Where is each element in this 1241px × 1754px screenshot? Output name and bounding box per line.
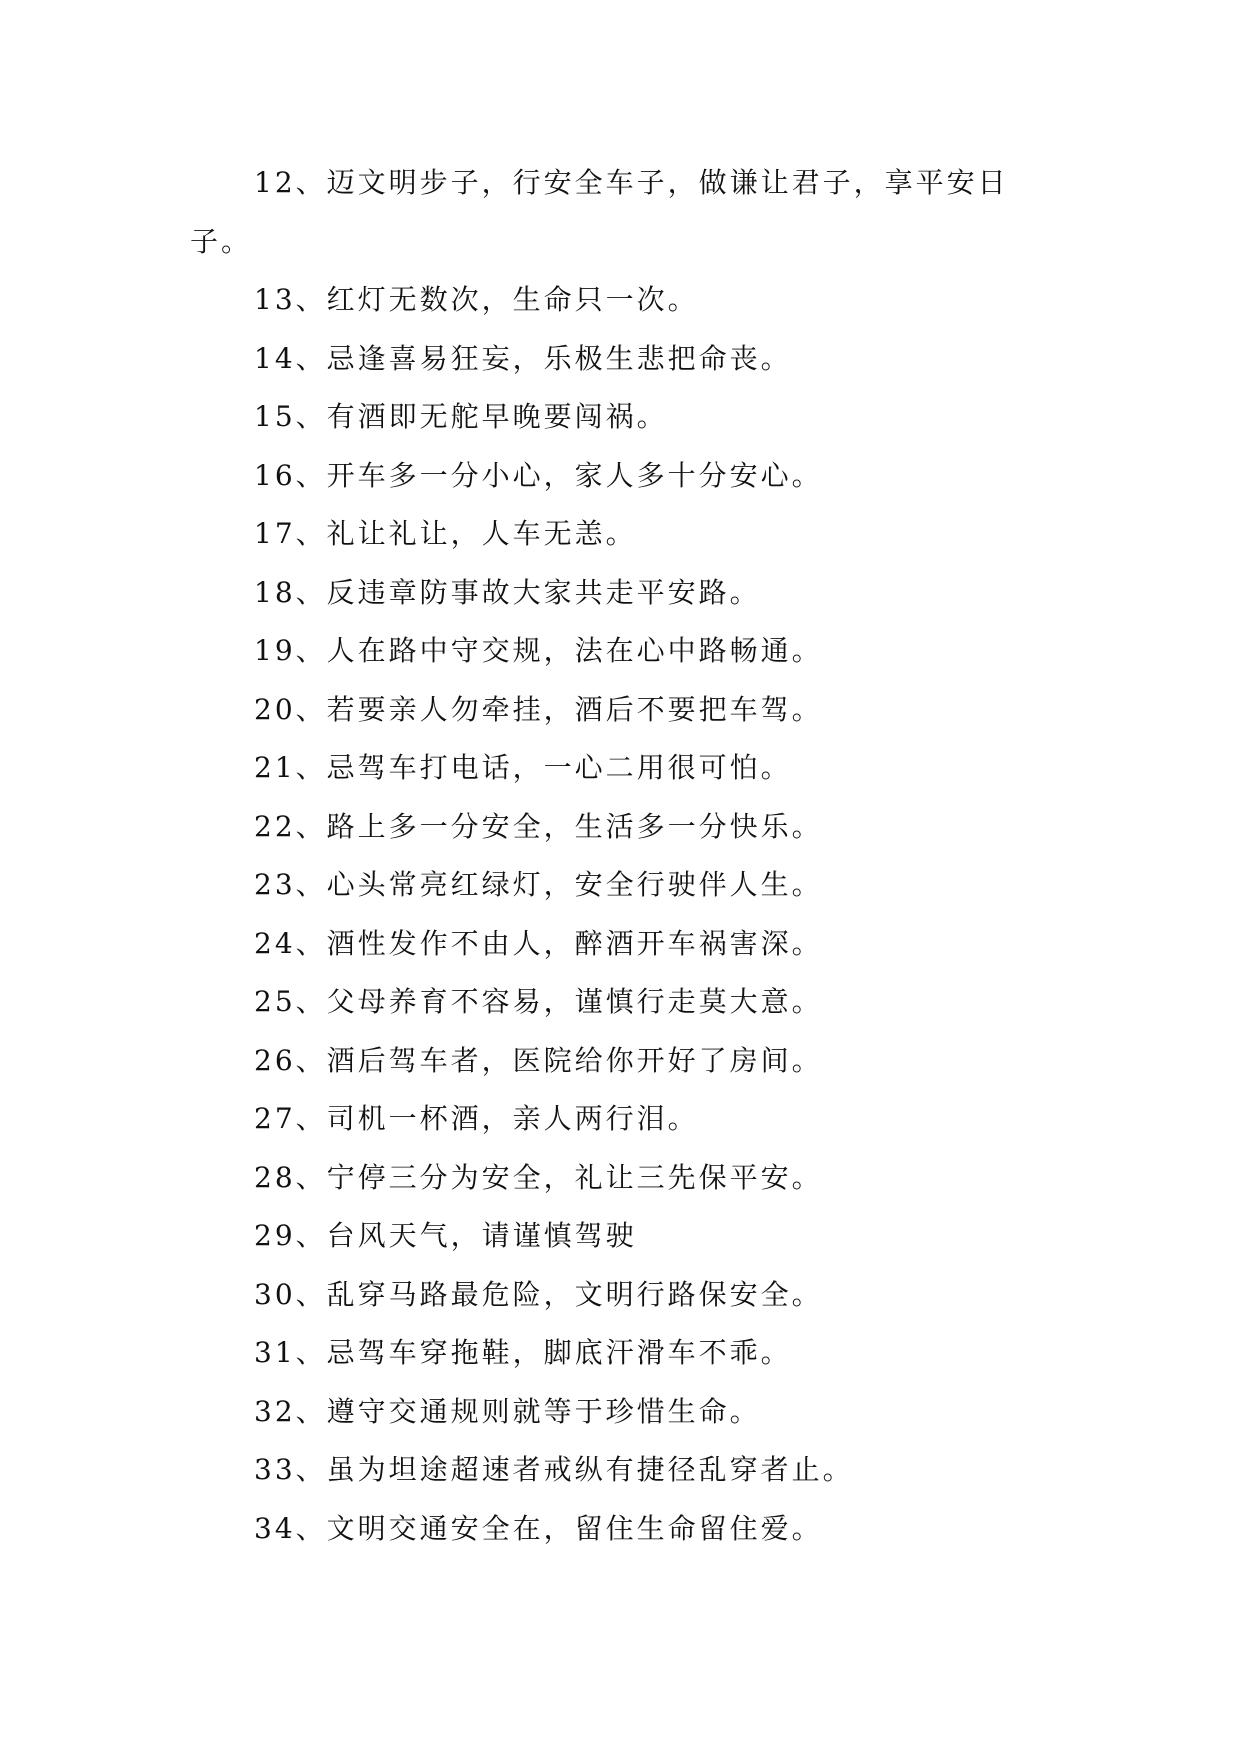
slogan-paragraph: 23、心头常亮红绿灯，安全行驶伴人生。: [254, 868, 823, 901]
slogan-paragraph: 19、人在路中守交规，法在心中路畅通。: [254, 634, 823, 667]
slogan-paragraph: 13、红灯无数次，生命只一次。: [254, 283, 699, 316]
slogan-paragraph: 32、遵守交通规则就等于珍惜生命。: [254, 1394, 761, 1428]
slogan-paragraph: 16、开车多一分小心，家人多十分安心。: [254, 458, 823, 492]
slogan-paragraph: 14、忌逢喜易狂妄，乐极生悲把命丧。: [254, 341, 792, 375]
document-body: [190, 154, 1050, 1558]
slogan-paragraph: 21、忌驾车打电话，一心二用很可怕。: [254, 751, 792, 784]
slogan-paragraph: 18、反违章防事故大家共走平安路。: [254, 575, 761, 609]
slogan-paragraph: 24、酒性发作不由人，醉酒开车祸害深。: [254, 926, 823, 960]
slogan-paragraph: 12、迈文明步子，行安全车子，做谦让君子，享平安日子。: [190, 166, 1009, 258]
slogan-paragraph: 26、酒后驾车者，医院给你开好了房间。: [254, 1043, 823, 1077]
slogan-paragraph: 17、礼让礼让，人车无恙。: [254, 517, 637, 550]
slogan-paragraph: 20、若要亲人勿牵挂，酒后不要把车驾。: [254, 692, 823, 726]
slogan-paragraph: 34、文明交通安全在，留住生命留住爱。: [254, 1511, 823, 1545]
slogan-paragraph: 30、乱穿马路最危险，文明行路保安全。: [254, 1277, 823, 1311]
slogan-paragraph: 28、宁停三分为安全，礼让三先保平安。: [254, 1160, 823, 1194]
slogan-paragraph: 31、忌驾车穿拖鞋，脚底汗滑车不乖。: [254, 1336, 792, 1369]
slogan-paragraph: 33、虽为坦途超速者戒纵有捷径乱穿者止。: [254, 1453, 854, 1486]
slogan-paragraph: 27、司机一杯酒，亲人两行泪。: [254, 1102, 699, 1135]
slogan-paragraph: 22、路上多一分安全，生活多一分快乐。: [254, 809, 823, 843]
slogan-paragraph: 15、有酒即无舵早晚要闯祸。: [254, 400, 668, 433]
slogan-paragraph: 29、台风天气，请谨慎驾驶: [254, 1219, 637, 1252]
slogan-paragraph: 25、父母养育不容易，谨慎行走莫大意。: [254, 985, 823, 1018]
